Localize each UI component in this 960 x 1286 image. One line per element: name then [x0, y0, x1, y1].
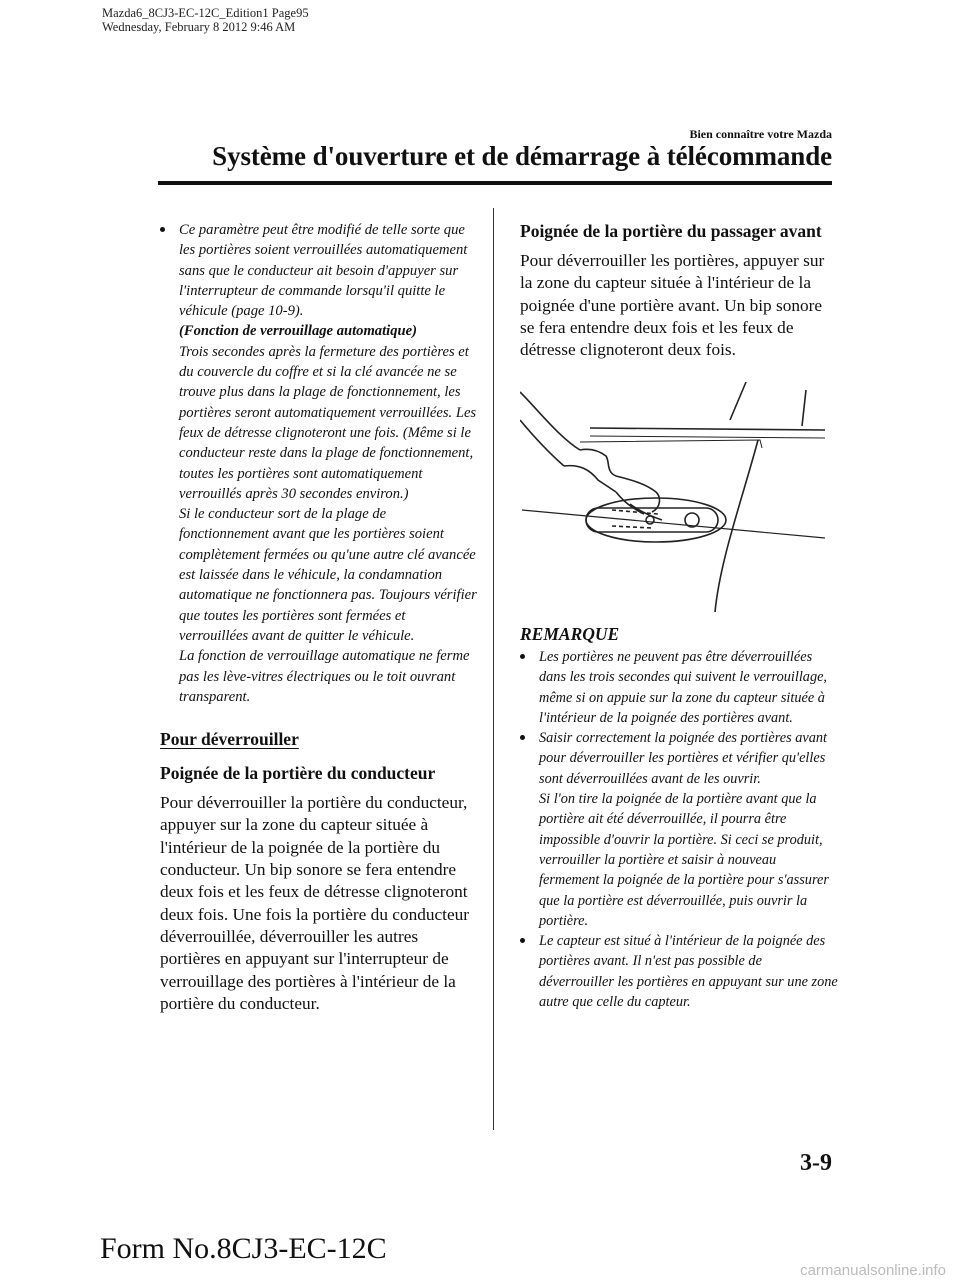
remark-text: Saisir correctement la poignée des portières avant pour déverrouiller les portières et vérifier qu'elles sont déverrouillées avant de les ouvrir. [539, 730, 827, 787]
remark-text: Les portières ne peuvent pas être déverrouillées dans les trois secondes qui suivent le verrouillage, même si on appuie sur la zone du capteur située à l'intérieur de la poignée des portières avant. [539, 649, 828, 726]
hand-outline [564, 466, 616, 492]
remark-title: REMARQUE [520, 624, 620, 644]
bullet-paragraph: Ce paramètre peut être modifié de telle sorte que les portières soient verrouillées automatiquement sans que le conducteur ait besoin d'appuyer sur l'interrupteur de commande lorsqu'il quitte le véhicule (page 10-9). [179, 222, 468, 320]
remark-section [520, 624, 838, 1012]
keyless-button [685, 513, 699, 527]
door-top-edge [590, 428, 825, 430]
page-number: 3-9 [800, 1150, 832, 1176]
remark-list [520, 647, 838, 1012]
bullet-icon [520, 735, 525, 740]
list-item [520, 728, 838, 931]
list-item [520, 931, 838, 1012]
header-rule [158, 181, 832, 185]
form-number: Form No.8CJ3-EC-12C [100, 1232, 387, 1265]
auto-lock-bullet [160, 220, 478, 707]
hand-outline [616, 476, 659, 512]
unlock-heading: Pour déverrouiller [160, 729, 299, 750]
sleeve-outline [520, 420, 564, 466]
bullet-icon [520, 654, 525, 659]
remark-text: Le capteur est situé à l'intérieur de la poignée des portières avant. Il n'est pas possible de déverrouiller les portières en appuyant sur une zone autre que celle du capteur. [539, 933, 838, 1011]
handle-recess [586, 498, 726, 542]
bullet-paragraph: Trois secondes après la fermeture des portières et du couvercle du coffre et si la clé avancée ne se trouve plus dans la plage de fonctionnement, les portières seront automatiquement verrouillées. Les feux de détresse clignoteront une fois. (Même si le conducteur reste dans la plage de fonctionnement, toutes les portières sont automatiquement verrouillés après 30 secondes environ.) [179, 343, 477, 502]
bullet-icon [160, 227, 165, 232]
remark-text: Si l'on tire la poignée de la portière avant que la portière ait été déverrouillée, il pourra être impossible d'ouvrir la portière. Si ceci se produit, verrouiller la portière et saisir à nouveau fermement la poignée de la portière pour s'assurer que la portière est déverrouillée, puis ouvrir la portière. [539, 791, 829, 929]
meta-line-2: Wednesday, February 8 2012 9:46 AM [102, 20, 296, 34]
door-top-edge [590, 436, 825, 438]
watermark: carmanualsonline.info [800, 1262, 946, 1279]
window-edge-line [802, 390, 806, 426]
sensor-dot [646, 516, 654, 524]
list-item [520, 647, 838, 728]
body-paragraph: Pour déverrouiller la portière du conducteur, appuyer sur la zone du capteur située à l'intérieur de la poignée de la portière du conducteur. Un bip sonore se fera entendre deux fois et les feux de détresse clignoteront deux fois. Une fois la portière du conducteur déverrouillée, déverrouiller les autres portières en appuyant sur l'interrupteur de verrouillage des portières à l'intérieur de la portière du conducteur. [160, 793, 470, 1013]
driver-handle-text [160, 792, 478, 1015]
passenger-handle-heading: Poignée de la portière du passager avant [520, 221, 822, 241]
auto-lock-label: (Fonction de verrouillage automatique) [179, 323, 417, 340]
bullet-paragraph: Si le conducteur sort de la plage de fonctionnement avant que les portières soient complètement fermées ou qu'une autre clé avancée est laissée dans le véhicule, la condamnation automatique ne fonctionnera pas. Toujours vérifier que toutes les portières sont fermées et verrouillées avant de quitter le véhicule. [179, 506, 477, 644]
cuff-outline [580, 449, 616, 476]
body-character-line [522, 510, 825, 538]
sleeve-outline [520, 392, 580, 450]
driver-handle-heading: Poignée de la portière du conducteur [160, 763, 436, 784]
column-divider [493, 208, 494, 1130]
bullet-paragraph: La fonction de verrouillage automatique ne ferme pas les lève-vitres électriques ou le toit ouvrant transparent. [179, 648, 470, 705]
section-label: Bien connaître votre Mazda [689, 127, 832, 141]
print-metadata [102, 6, 309, 34]
right-column-top [520, 220, 838, 361]
door-gap-line [715, 440, 758, 612]
door-crease [580, 440, 762, 448]
passenger-handle-text [520, 250, 838, 361]
window-edge-line [730, 382, 746, 420]
left-column [160, 220, 478, 1015]
page-title: Système d'ouverture et de démarrage à télécommande [212, 141, 832, 171]
door-handle-illustration [520, 380, 832, 615]
bullet-icon [520, 938, 525, 943]
meta-line-1: Mazda6_8CJ3-EC-12C_Edition1 Page95 [102, 6, 309, 20]
body-paragraph: Pour déverrouiller les portières, appuyer sur la zone du capteur située à l'intérieur de la poignée d'une portière avant. Un bip sonore se fera entendre deux fois et les feux de détresse clignoteront deux fois. [520, 251, 825, 360]
